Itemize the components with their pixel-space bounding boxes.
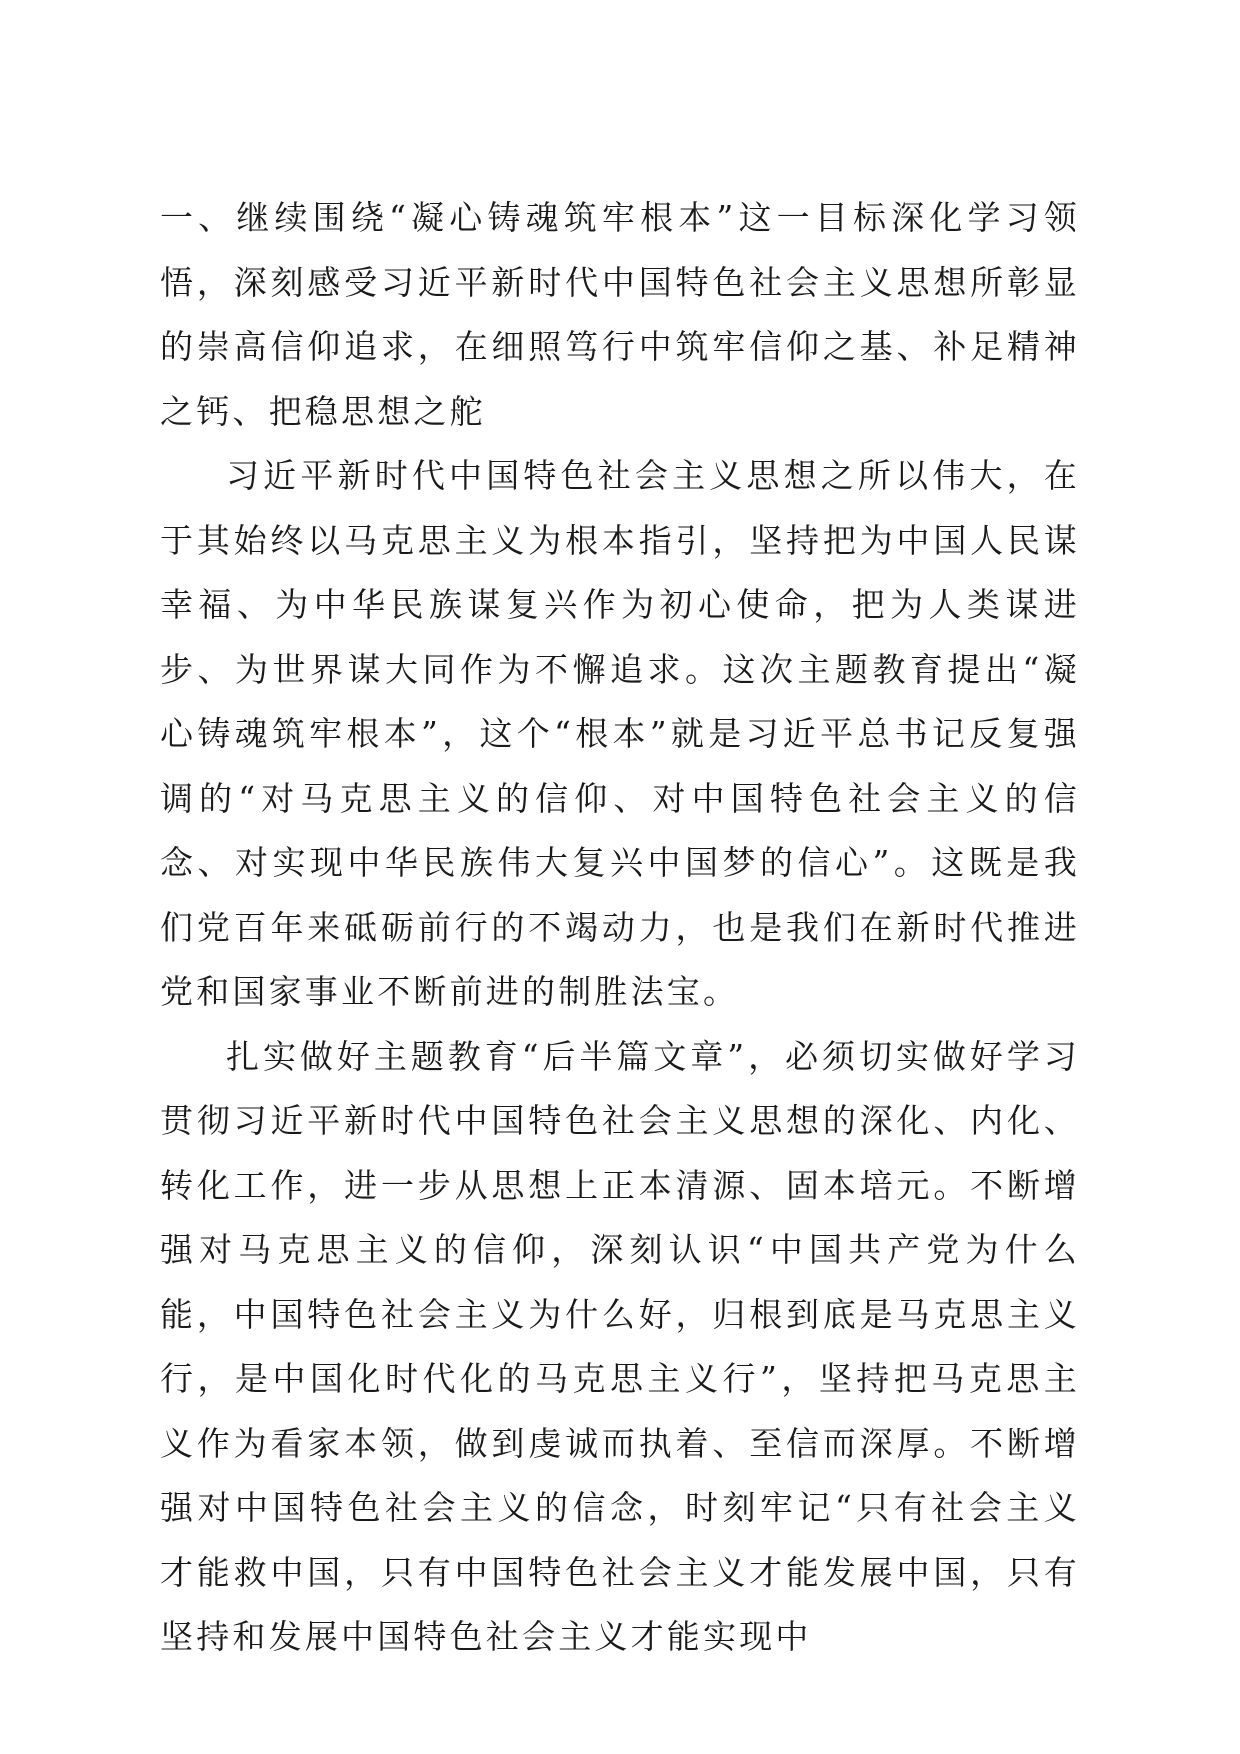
document-body bbox=[160, 186, 1080, 1670]
section-heading: 一、继续围绕“凝心铸魂筑牢根本”这一目标深化学习领悟，深刻感受习近平新时代中国特色社会主义思想所彰显的崇高信仰追求，在细照笃行中筑牢信仰之基、补足精神之钙、把稳思想之舵 bbox=[160, 198, 1080, 431]
body-paragraph: 习近平新时代中国特色社会主义思想之所以伟大，在于其始终以马克思主义为根本指引，坚持把为中国人民谋幸福、为中华民族谋复兴作为初心使命，把为人类谋进步、为世界谋大同作为不懈追求。这次主题教育提出“凝心铸魂筑牢根本”，这个“根本”就是习近平总书记反复强调的“对马克思主义的信仰、对中国特色社会主义的信念、对实现中华民族伟大复兴中国梦的信心”。这既是我们党百年来砥砺前行的不竭动力，也是我们在新时代推进党和国家事业不断前进的制胜法宝。 bbox=[160, 456, 1080, 1011]
body-paragraph: 扎实做好主题教育“后半篇文章”，必须切实做好学习贯彻习近平新时代中国特色社会主义思想的深化、内化、转化工作，进一步从思想上正本清源、固本培元。不断增强对马克思主义的信仰，深刻认识“中国共产党为什么能，中国特色社会主义为什么好，归根到底是马克思主义行，是中国化时代化的马克思主义行”，坚持把马克思主义作为看家本领，做到虔诚而执着、至信而深厚。不断增强对中国特色社会主义的信念，时刻牢记“只有社会主义才能救中国，只有中国特色社会主义才能发展中国，只有坚持和发展中国特色社会主义才能实现中 bbox=[160, 1036, 1080, 1656]
